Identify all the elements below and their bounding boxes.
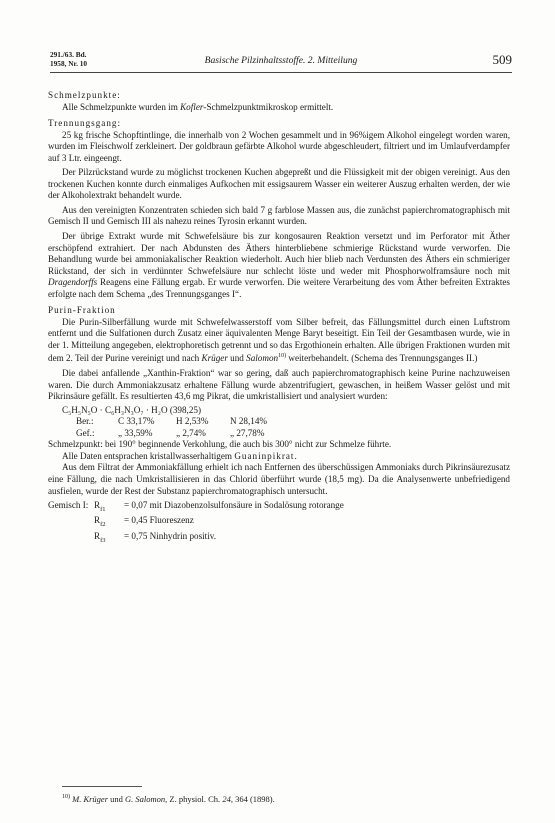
running-title: Basische Pilzinhaltsstoffe. 2. Mitteilung [204, 55, 358, 66]
paragraph: Der übrige Extrakt wurde mit Schwefelsäure bis zur kongosauren Reaktion versetzt und im Perforator mit Äther erschöpfend extrahiert. Der nach Abdunsten des Äthers hinterbliebene schmierige Rückstand wurde verworfen. Die Behandlung wurde bei ammoniakalischer Reaktion wiederholt. Auch hier blieb nach Verdunsten des Äthers ein schmieriger Rückstand, der sich in verdünnter Schwefelsäure nur schlecht löste und weder mit Phosphorwolframsäure noch mit Dragendorffs Reagens eine Fällung ergab. Er wurde verworfen. Die weitere Verarbeitung des vom Äther befreiten Extraktes erfolgte nach dem Schema „des Trennungsganges I“. [48, 231, 510, 299]
rf-text: = 0,45 Fluoreszenz [124, 515, 194, 526]
rf-mixture-label: Gemisch I: [48, 500, 89, 511]
paragraph-melting: Alle Schmelzpunkte wurden im Kofler-Schmelzpunktmikroskop ermittelt. [62, 101, 334, 112]
paragraph: Alle Daten entsprachen kristallwasserhaltigem Guaninpikrat. [62, 450, 297, 461]
rf-row [48, 500, 510, 515]
footnote-ref: 10) [278, 353, 287, 360]
paragraph: Die dabei anfallende „Xanthin-Fraktion“ war so gering, daß auch papierchromatographisch keine Purine nachzuweisen waren. Die durch Ammoniakzusatz erhaltene Fällung wurde abzentrifugiert, gewaschen, in heißem Wasser gelöst und mit Pikrinsäure gefällt. Es resultierten 43,6 mg Pikrat, die umkristallisiert und analysiert wurden: [48, 368, 510, 402]
article-body [48, 90, 510, 546]
rf-row [48, 515, 510, 530]
volume-line: 291./63. Bd. [50, 50, 87, 59]
paragraph: Aus den vereinigten Konzentraten schieden sich bald 7 g farblose Massen aus, die zunächst papierchromatographisch mit Gemisch II und Gemisch III als nahezu reines Tyrosin erkannt wurden. [48, 204, 510, 227]
section-heading-procedure: Trennungsgang: [48, 118, 121, 129]
rf-symbol: $R_{f2}$ [94, 515, 106, 529]
rf-text: = 0,07 mit Diazobenzolsulfonsäure in Sodalösung rotorange [124, 500, 344, 511]
chemical-formula: C₅H₅N₅O · C₆H₃N₃O₇ · H₂O (398,25) [62, 404, 201, 415]
footnote: $^{10)}$ M. Krüger und G. Salomon, Z. physiol. Ch. 24, 364 (1898). [62, 794, 275, 804]
analysis-calculated: Ber.: C 33,17% H 2,53% N 28,14% [76, 416, 268, 427]
rf-row [48, 531, 510, 546]
rf-symbol: $R_{f1}$ [94, 500, 106, 513]
running-header [50, 48, 512, 73]
analysis-found: Gef.: „ 33,59% „ 2,74% „ 27,78% [76, 427, 265, 438]
section-heading-melting: Schmelzpunkte: [48, 90, 121, 100]
paragraph: 25 kg frische Schopftintlinge, die innerhalb von 2 Wochen gesammelt und in 96%igem Alkohol eingelegt worden waren, wurden im Fleischwolf zerkleinert. Der goldbraun gefärbte Alkohol wurde abgeschleudert, filtriert und im Umlaufverdampfer auf 3 Ltr. eingeengt. [48, 129, 510, 163]
footnote-rule [62, 786, 142, 787]
page-number: 509 [492, 52, 512, 67]
rf-symbol: $R_{f3}$ [94, 530, 106, 544]
melting-point-result: Schmelzpunkt: bei 190° beginnende Verkohlung, die auch bis 300° nicht zur Schmelze führte. [48, 439, 392, 450]
paragraph: Aus dem Filtrat der Ammoniakfällung erhielt ich nach Entfernen des überschüssigen Ammoniaks durch Pikrinsäurezusatz eine Fällung, die nach Umkristallisieren in das Chlorid überführt wurde (18,5 mg). Da die Analysenwerte unbefriedigend ausfielen, wurde der Rest der Substanz papierchromatographisch untersucht. [48, 462, 510, 496]
rf-text: = 0,75 Ninhydrin positiv. [124, 530, 217, 541]
issue-line: 1958, Nr. 10 [50, 59, 88, 68]
section-heading-purin: Purin-Fraktion [48, 305, 116, 316]
paragraph: Der Pilzrückstand wurde zu möglichst trockenen Kuchen abgepreßt und die Flüssigkeit mit der obigen vereinigt. Aus den trockenen Kuchen konnte durch einmaliges Aufkochen mit essigsaurem Wasser ein weiterer Auszug erhalten werden, der wie der Alkoholextrakt behandelt wurde. [48, 167, 510, 201]
paragraph: Die Purin-Silberfällung wurde mit Schwefelwasserstoff vom Silber befreit, das Fällungsmittel durch einen Luftstrom entfernt und die Sulfationen durch Zusatz einer äquivalenten Menge Baryt beseitigt. Ein Teil der Gesamtbasen wurde, wie in der 1. Mitteilung angegeben, elektrophoretisch getrennt und so das Ergothionein erhalten. Alle übrigen Fraktionen wurden mit dem 2. Teil der Purine vereinigt und nach Krüger und Salomon$^{10)}$ weiterbehandelt. (Schema des Trennungsganges II.) [48, 316, 510, 364]
rf-values [48, 500, 510, 546]
